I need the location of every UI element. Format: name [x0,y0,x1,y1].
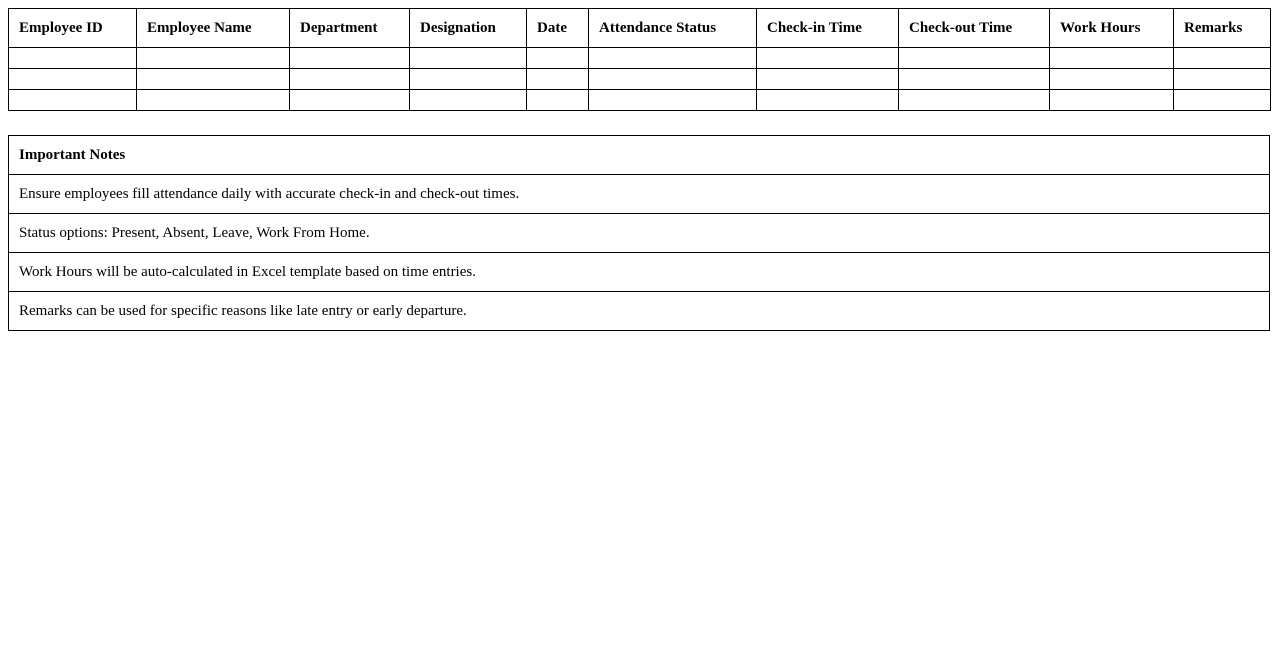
table-cell[interactable] [527,48,589,69]
table-cell[interactable] [1050,48,1174,69]
note-item: Ensure employees fill attendance daily with accurate check-in and check-out times. [9,175,1270,214]
table-cell[interactable] [9,69,137,90]
note-item: Remarks can be used for specific reasons like late entry or early departure. [9,292,1270,331]
table-cell[interactable] [410,90,527,111]
note-row [9,175,1270,214]
table-cell[interactable] [757,69,899,90]
note-row [9,253,1270,292]
table-cell[interactable] [410,69,527,90]
column-header-date: Date [527,9,589,48]
table-cell[interactable] [757,48,899,69]
column-header-work-hours: Work Hours [1050,9,1174,48]
table-cell[interactable] [290,48,410,69]
table-cell[interactable] [9,90,137,111]
notes-header-row [9,136,1270,175]
table-cell[interactable] [899,48,1050,69]
column-header-department: Department [290,9,410,48]
notes-table [8,135,1270,331]
table-cell[interactable] [899,69,1050,90]
table-cell[interactable] [290,90,410,111]
column-header-check-out-time: Check-out Time [899,9,1050,48]
table-cell[interactable] [1174,69,1271,90]
table-cell[interactable] [589,69,757,90]
attendance-table [8,8,1271,111]
note-row [9,292,1270,331]
table-cell[interactable] [589,48,757,69]
table-cell[interactable] [290,69,410,90]
column-header-designation: Designation [410,9,527,48]
note-item: Work Hours will be auto-calculated in Excel template based on time entries. [9,253,1270,292]
table-cell[interactable] [410,48,527,69]
table-cell[interactable] [1174,48,1271,69]
table-cell[interactable] [899,90,1050,111]
table-row [9,90,1271,111]
table-cell[interactable] [9,48,137,69]
column-header-check-in-time: Check-in Time [757,9,899,48]
table-header-row [9,9,1271,48]
notes-title: Important Notes [9,136,1270,175]
table-row [9,69,1271,90]
table-cell[interactable] [137,48,290,69]
table-cell[interactable] [757,90,899,111]
column-header-attendance-status: Attendance Status [589,9,757,48]
note-row [9,214,1270,253]
table-cell[interactable] [527,69,589,90]
table-cell[interactable] [1174,90,1271,111]
table-cell[interactable] [589,90,757,111]
column-header-remarks: Remarks [1174,9,1271,48]
table-cell[interactable] [527,90,589,111]
table-cell[interactable] [137,69,290,90]
column-header-employee-name: Employee Name [137,9,290,48]
column-header-employee-id: Employee ID [9,9,137,48]
table-cell[interactable] [137,90,290,111]
note-item: Status options: Present, Absent, Leave, Work From Home. [9,214,1270,253]
table-cell[interactable] [1050,90,1174,111]
table-cell[interactable] [1050,69,1174,90]
table-row [9,48,1271,69]
